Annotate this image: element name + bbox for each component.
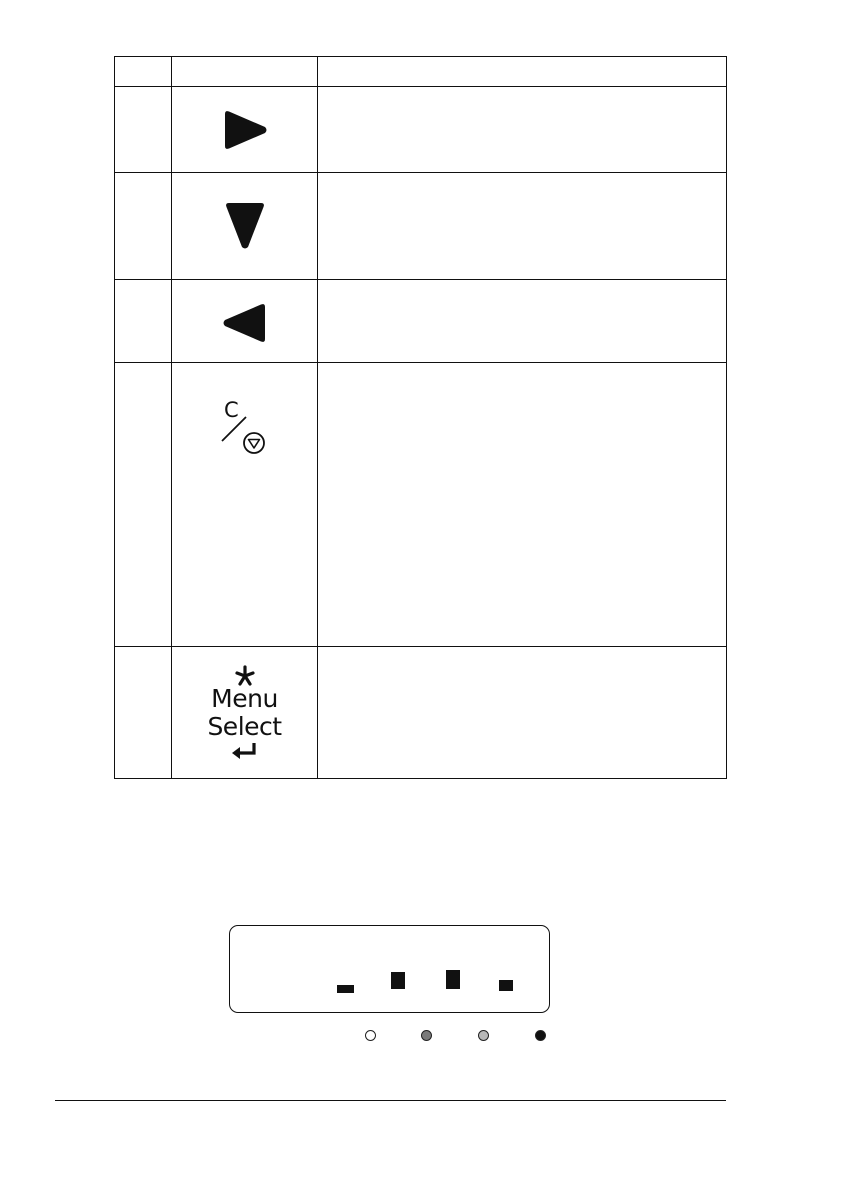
menu-select-icon (207, 665, 281, 761)
svg-text:C: C (223, 398, 239, 422)
toner-dot-cyan (478, 1030, 489, 1041)
table-row (115, 87, 727, 173)
lcd-toner-display (229, 925, 550, 1013)
description-cell (318, 363, 727, 647)
toner-level-bar-yellow (337, 985, 354, 993)
toner-level-bar-black (499, 980, 513, 991)
enter-arrow-icon (230, 741, 260, 761)
toner-dot-yellow (365, 1030, 376, 1041)
table-header-row (115, 57, 727, 87)
header-cell-number (115, 57, 172, 87)
description-cell (318, 173, 727, 280)
footer-rule (55, 1100, 726, 1101)
table-row (115, 280, 727, 363)
right-arrow-icon (221, 110, 269, 150)
key-cell (172, 647, 318, 779)
row-number-cell (115, 173, 172, 280)
description-cell (318, 87, 727, 173)
key-table (114, 56, 727, 779)
description-cell (318, 647, 727, 779)
table-row (115, 363, 727, 647)
description-cell (318, 280, 727, 363)
row-number-cell (115, 87, 172, 173)
key-cell (172, 280, 318, 363)
toner-level-bar-magenta (391, 972, 405, 989)
cancel-icon (220, 395, 270, 457)
toner-level-bar-cyan (446, 970, 460, 989)
select-label: Select (207, 711, 282, 741)
left-arrow-icon (221, 303, 269, 343)
key-cell (172, 363, 318, 647)
table-row (115, 647, 727, 779)
menu-label: Menu (211, 683, 278, 713)
row-number-cell (115, 280, 172, 363)
row-number-cell (115, 647, 172, 779)
row-number-cell (115, 363, 172, 647)
down-arrow-icon (225, 201, 265, 251)
table-row (115, 173, 727, 280)
header-cell-function (318, 57, 727, 87)
toner-dot-black (535, 1030, 546, 1041)
key-cell (172, 87, 318, 173)
header-cell-key (172, 57, 318, 87)
key-cell (172, 173, 318, 280)
toner-dot-magenta (421, 1030, 432, 1041)
